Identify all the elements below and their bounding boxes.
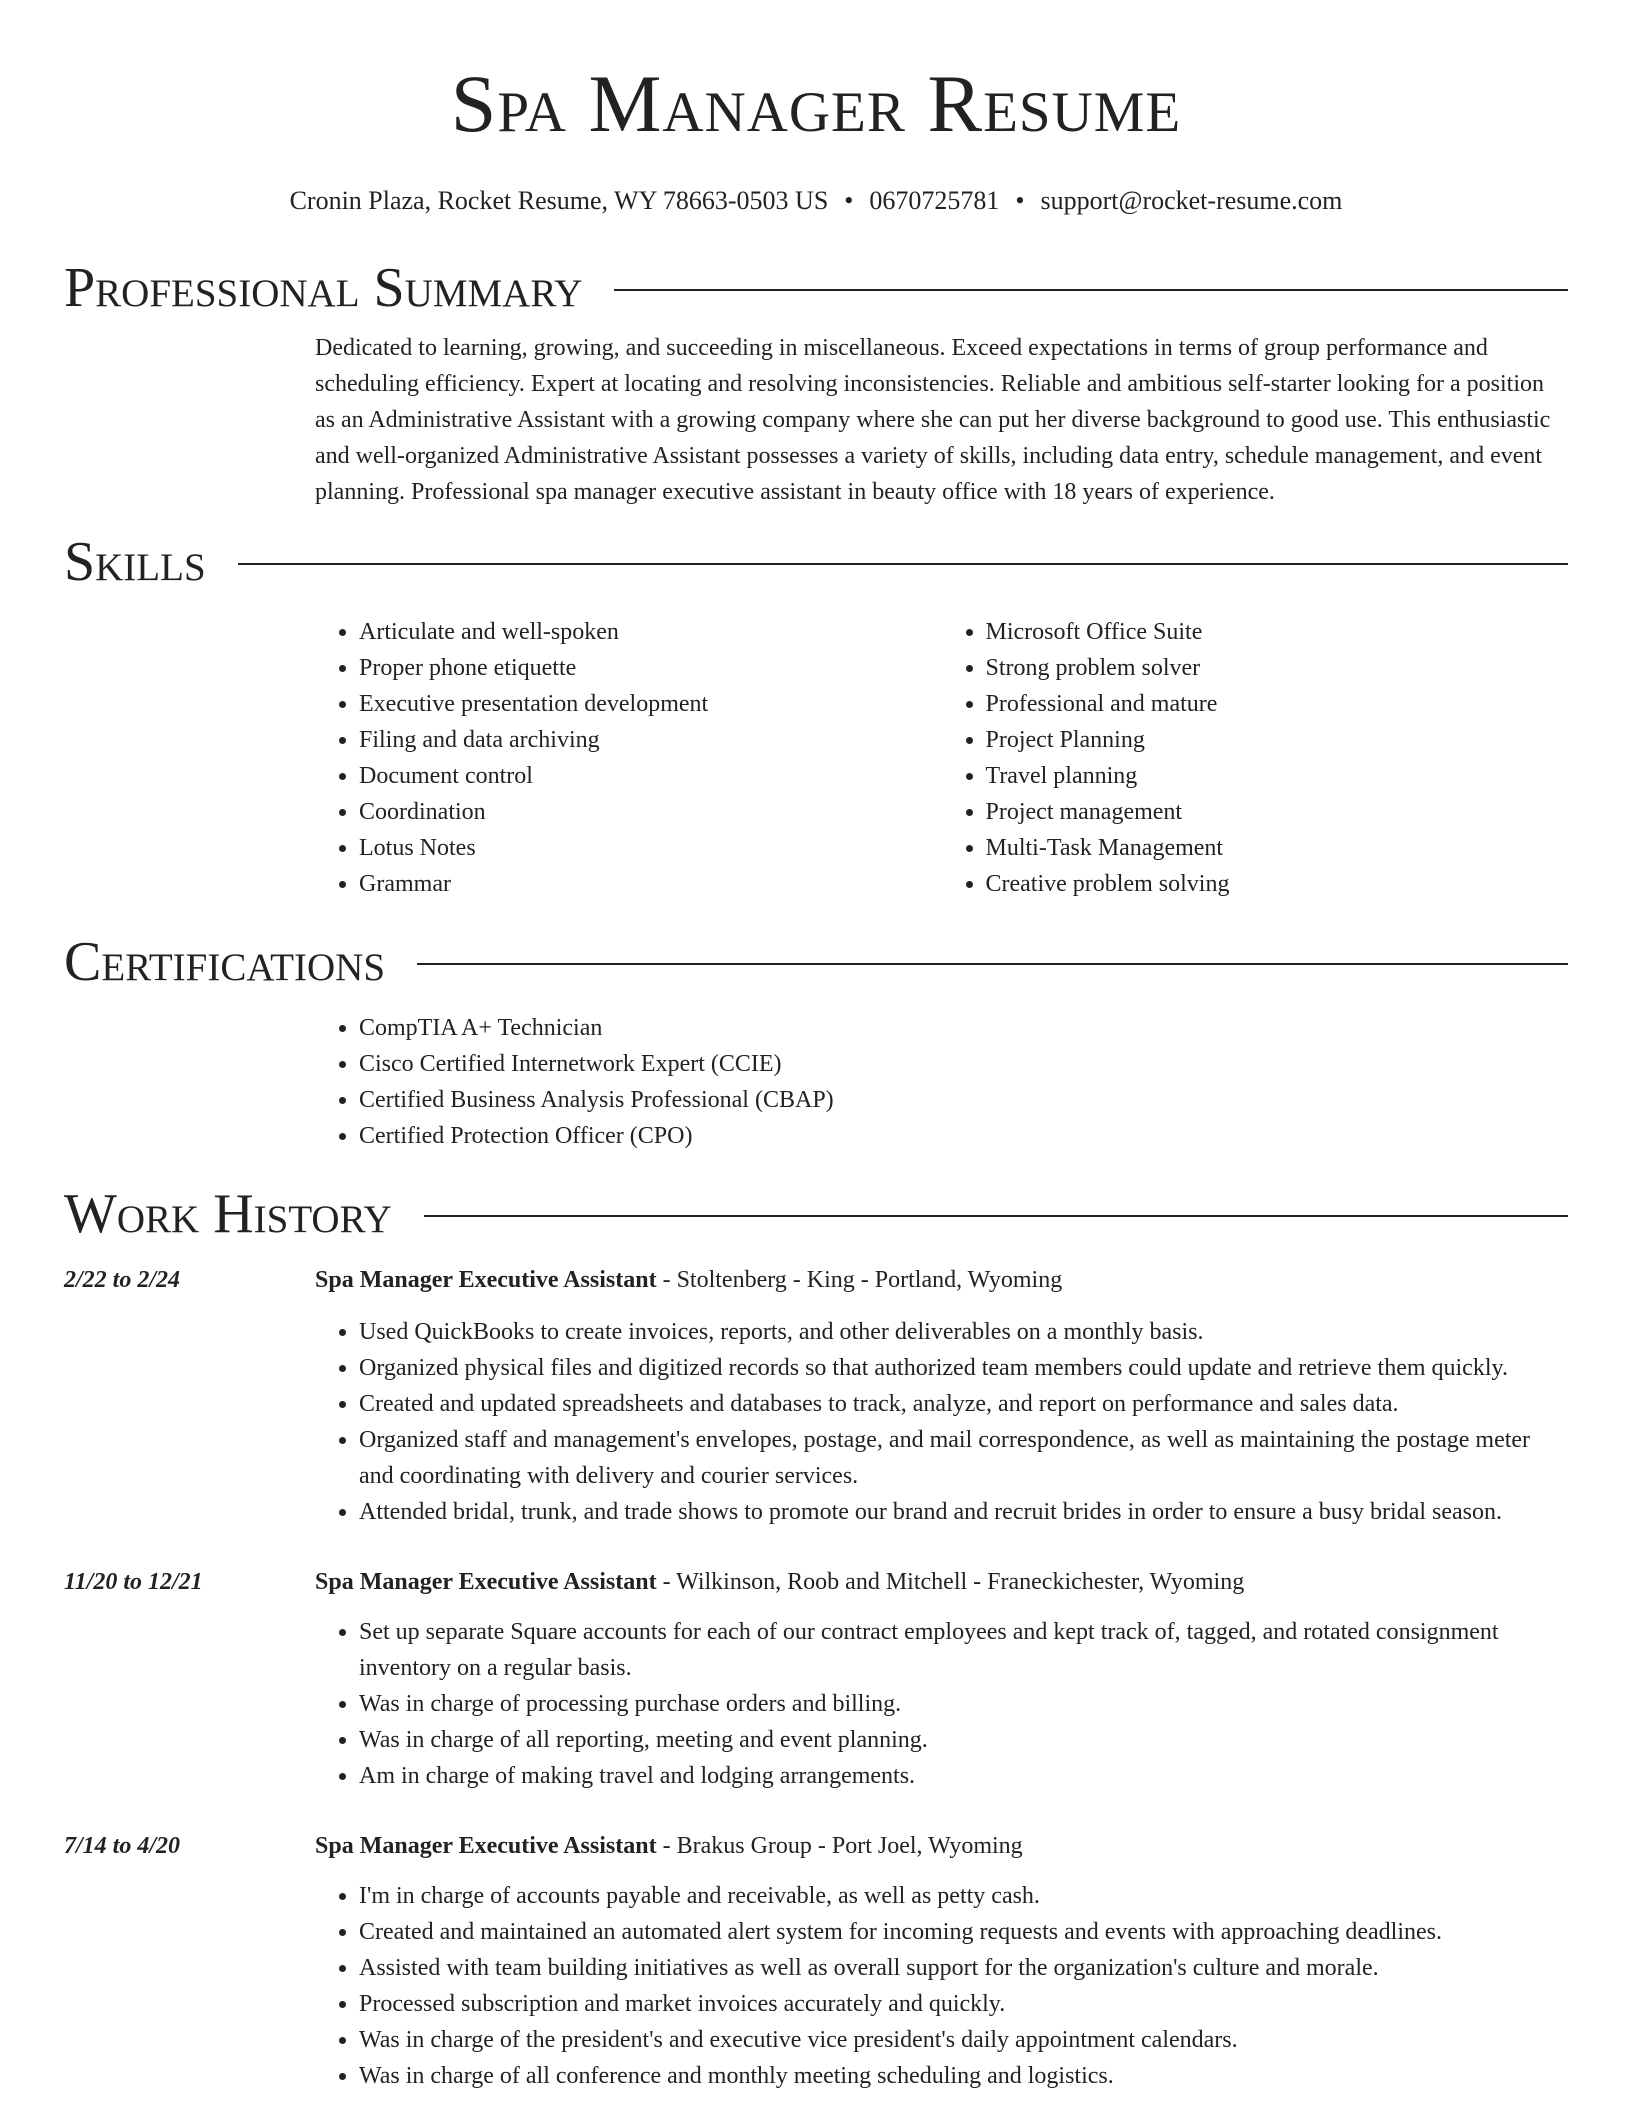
skill-item: • Travel planning (986, 758, 1569, 794)
skill-item: • Lotus Notes (359, 830, 942, 866)
skill-item: • Multi-Task Management (986, 830, 1569, 866)
certifications-section (0, 930, 1632, 1154)
skill-item: • Filing and data archiving (359, 722, 942, 758)
resume-title: Spa Manager Resume (450, 58, 1182, 149)
skills-heading-text: Skills (64, 531, 206, 593)
skill-item: • Strong problem solver (986, 650, 1569, 686)
skills-content (315, 614, 1568, 902)
job-bullet: • Am in charge of making travel and lodging arrangements. (359, 1758, 1568, 1794)
contact-separator: • (844, 186, 854, 215)
job-bullet: • I'm in charge of accounts payable and receivable, as well as petty cash. (359, 1878, 1568, 1914)
work-section (0, 1182, 1632, 2094)
skill-item: • Document control (359, 758, 942, 794)
contact-address: Cronin Plaza, Rocket Resume, WY 78663-0503 US (289, 186, 829, 215)
summary-text: Dedicated to learning, growing, and succeeding in miscellaneous. Exceed expectations in terms of group performance and scheduling efficiency. Expert at locating and resolving inconsistencies. Reliable and ambitious self-starter looking for a position as an Administrative Assistant with a growing company where she can put her diverse background to good use. This enthusiastic and well-organized Administrative Assistant possesses a variety of skills, including data entry, schedule management, and event planning. Professional spa manager executive assistant in beauty office with 18 years of experience. (315, 335, 1551, 505)
job-bullet: • Assisted with team building initiatives as well as overall support for the organization's culture and morale. (359, 1950, 1568, 1986)
job-heading (315, 1564, 1568, 1600)
section-divider (614, 289, 1568, 291)
skill-item: • Proper phone etiquette (359, 650, 942, 686)
work-heading (64, 1182, 1568, 1246)
section-divider (424, 1215, 1568, 1217)
job-bullet: • Was in charge of the president's and executive vice president's daily appointment calendars. (359, 2022, 1568, 2058)
section-divider (238, 563, 1568, 565)
skill-item: • Project management (986, 794, 1569, 830)
job-bullet: • Organized physical files and digitized records so that authorized team members could update and retrieve them quickly. (359, 1350, 1568, 1386)
job-bullet: • Created and maintained an automated alert system for incoming requests and events with approaching deadlines. (359, 1914, 1568, 1950)
certifications-heading (64, 930, 1568, 994)
skill-item: • Project Planning (986, 722, 1569, 758)
skill-item: • Coordination (359, 794, 942, 830)
work-heading-text: Work History (64, 1183, 392, 1245)
section-divider (417, 963, 1568, 965)
job-dates: 11/20 to 12/21 (64, 1569, 203, 1595)
job-title: Spa Manager Executive Assistant (315, 1833, 657, 1859)
job-entry (64, 1564, 1568, 1794)
skill-item: • Articulate and well-spoken (359, 614, 942, 650)
contact-phone: 0670725781 (869, 186, 1000, 215)
job-dates: 2/22 to 2/24 (64, 1267, 181, 1293)
certifications-heading-text: Certifications (64, 931, 386, 993)
skill-item: • Executive presentation development (359, 686, 942, 722)
contact-email: support@rocket-resume.com (1040, 186, 1343, 215)
job-bullets (315, 1314, 1568, 1530)
job-bullet: • Created and updated spreadsheets and databases to track, analyze, and report on performance and sales data. (359, 1386, 1568, 1422)
job-bullet: • Set up separate Square accounts for each of our contract employees and kept track of, tagged, and rotated consignment inventory on a regular basis. (359, 1614, 1568, 1686)
job-bullet: • Was in charge of all conference and monthly meeting scheduling and logistics. (359, 2058, 1568, 2094)
job-heading (315, 1828, 1568, 1864)
job-employer: - Stoltenberg - King - Portland, Wyoming (656, 1267, 1063, 1293)
skills-list-left (315, 614, 942, 902)
job-bullet: • Processed subscription and market invoices accurately and quickly. (359, 1986, 1568, 2022)
certification-item: • Certified Business Analysis Professional (CBAP) (359, 1082, 1568, 1118)
skill-item: • Creative problem solving (986, 866, 1569, 902)
job-bullet: • Attended bridal, trunk, and trade shows to promote our brand and recruit brides in order to ensure a busy bridal season. (359, 1494, 1568, 1530)
job-body (315, 1828, 1568, 2094)
skills-heading (64, 530, 1568, 594)
job-employer: - Wilkinson, Roob and Mitchell - Franeckichester, Wyoming (656, 1569, 1245, 1595)
job-employer: - Brakus Group - Port Joel, Wyoming (656, 1833, 1023, 1859)
skill-item: • Professional and mature (986, 686, 1569, 722)
certifications-list (315, 1010, 1568, 1154)
job-body (315, 1564, 1568, 1794)
summary-section (0, 256, 1632, 510)
job-bullet: • Organized staff and management's envelopes, postage, and mail correspondence, as well as maintaining the postage meter and coordinating with delivery and courier services. (359, 1422, 1568, 1494)
certification-item: • Certified Protection Officer (CPO) (359, 1118, 1568, 1154)
job-heading (315, 1262, 1568, 1298)
skills-section (0, 530, 1632, 902)
job-bullet: • Used QuickBooks to create invoices, reports, and other deliverables on a monthly basis. (359, 1314, 1568, 1350)
skill-item: • Microsoft Office Suite (986, 614, 1569, 650)
job-bullet: • Was in charge of processing purchase orders and billing. (359, 1686, 1568, 1722)
job-entry (64, 1262, 1568, 1530)
job-title: Spa Manager Executive Assistant (315, 1569, 657, 1595)
job-dates: 7/14 to 4/20 (64, 1833, 181, 1859)
job-bullet: • Was in charge of all reporting, meeting and event planning. (359, 1722, 1568, 1758)
summary-heading-text: Professional Summary (64, 257, 583, 319)
contact-line (0, 184, 1632, 218)
job-bullets (315, 1614, 1568, 1794)
job-bullets (315, 1878, 1568, 2094)
certification-item: • Cisco Certified Internetwork Expert (CCIE) (359, 1046, 1568, 1082)
job-title: Spa Manager Executive Assistant (315, 1267, 657, 1293)
skills-list-right (942, 614, 1569, 902)
job-body (315, 1262, 1568, 1530)
certification-item: • CompTIA A+ Technician (359, 1010, 1568, 1046)
summary-content (315, 330, 1568, 510)
certifications-content (315, 1010, 1568, 1154)
job-entry (64, 1828, 1568, 2094)
contact-separator: • (1015, 186, 1025, 215)
skill-item: • Grammar (359, 866, 942, 902)
summary-heading (64, 256, 1568, 320)
